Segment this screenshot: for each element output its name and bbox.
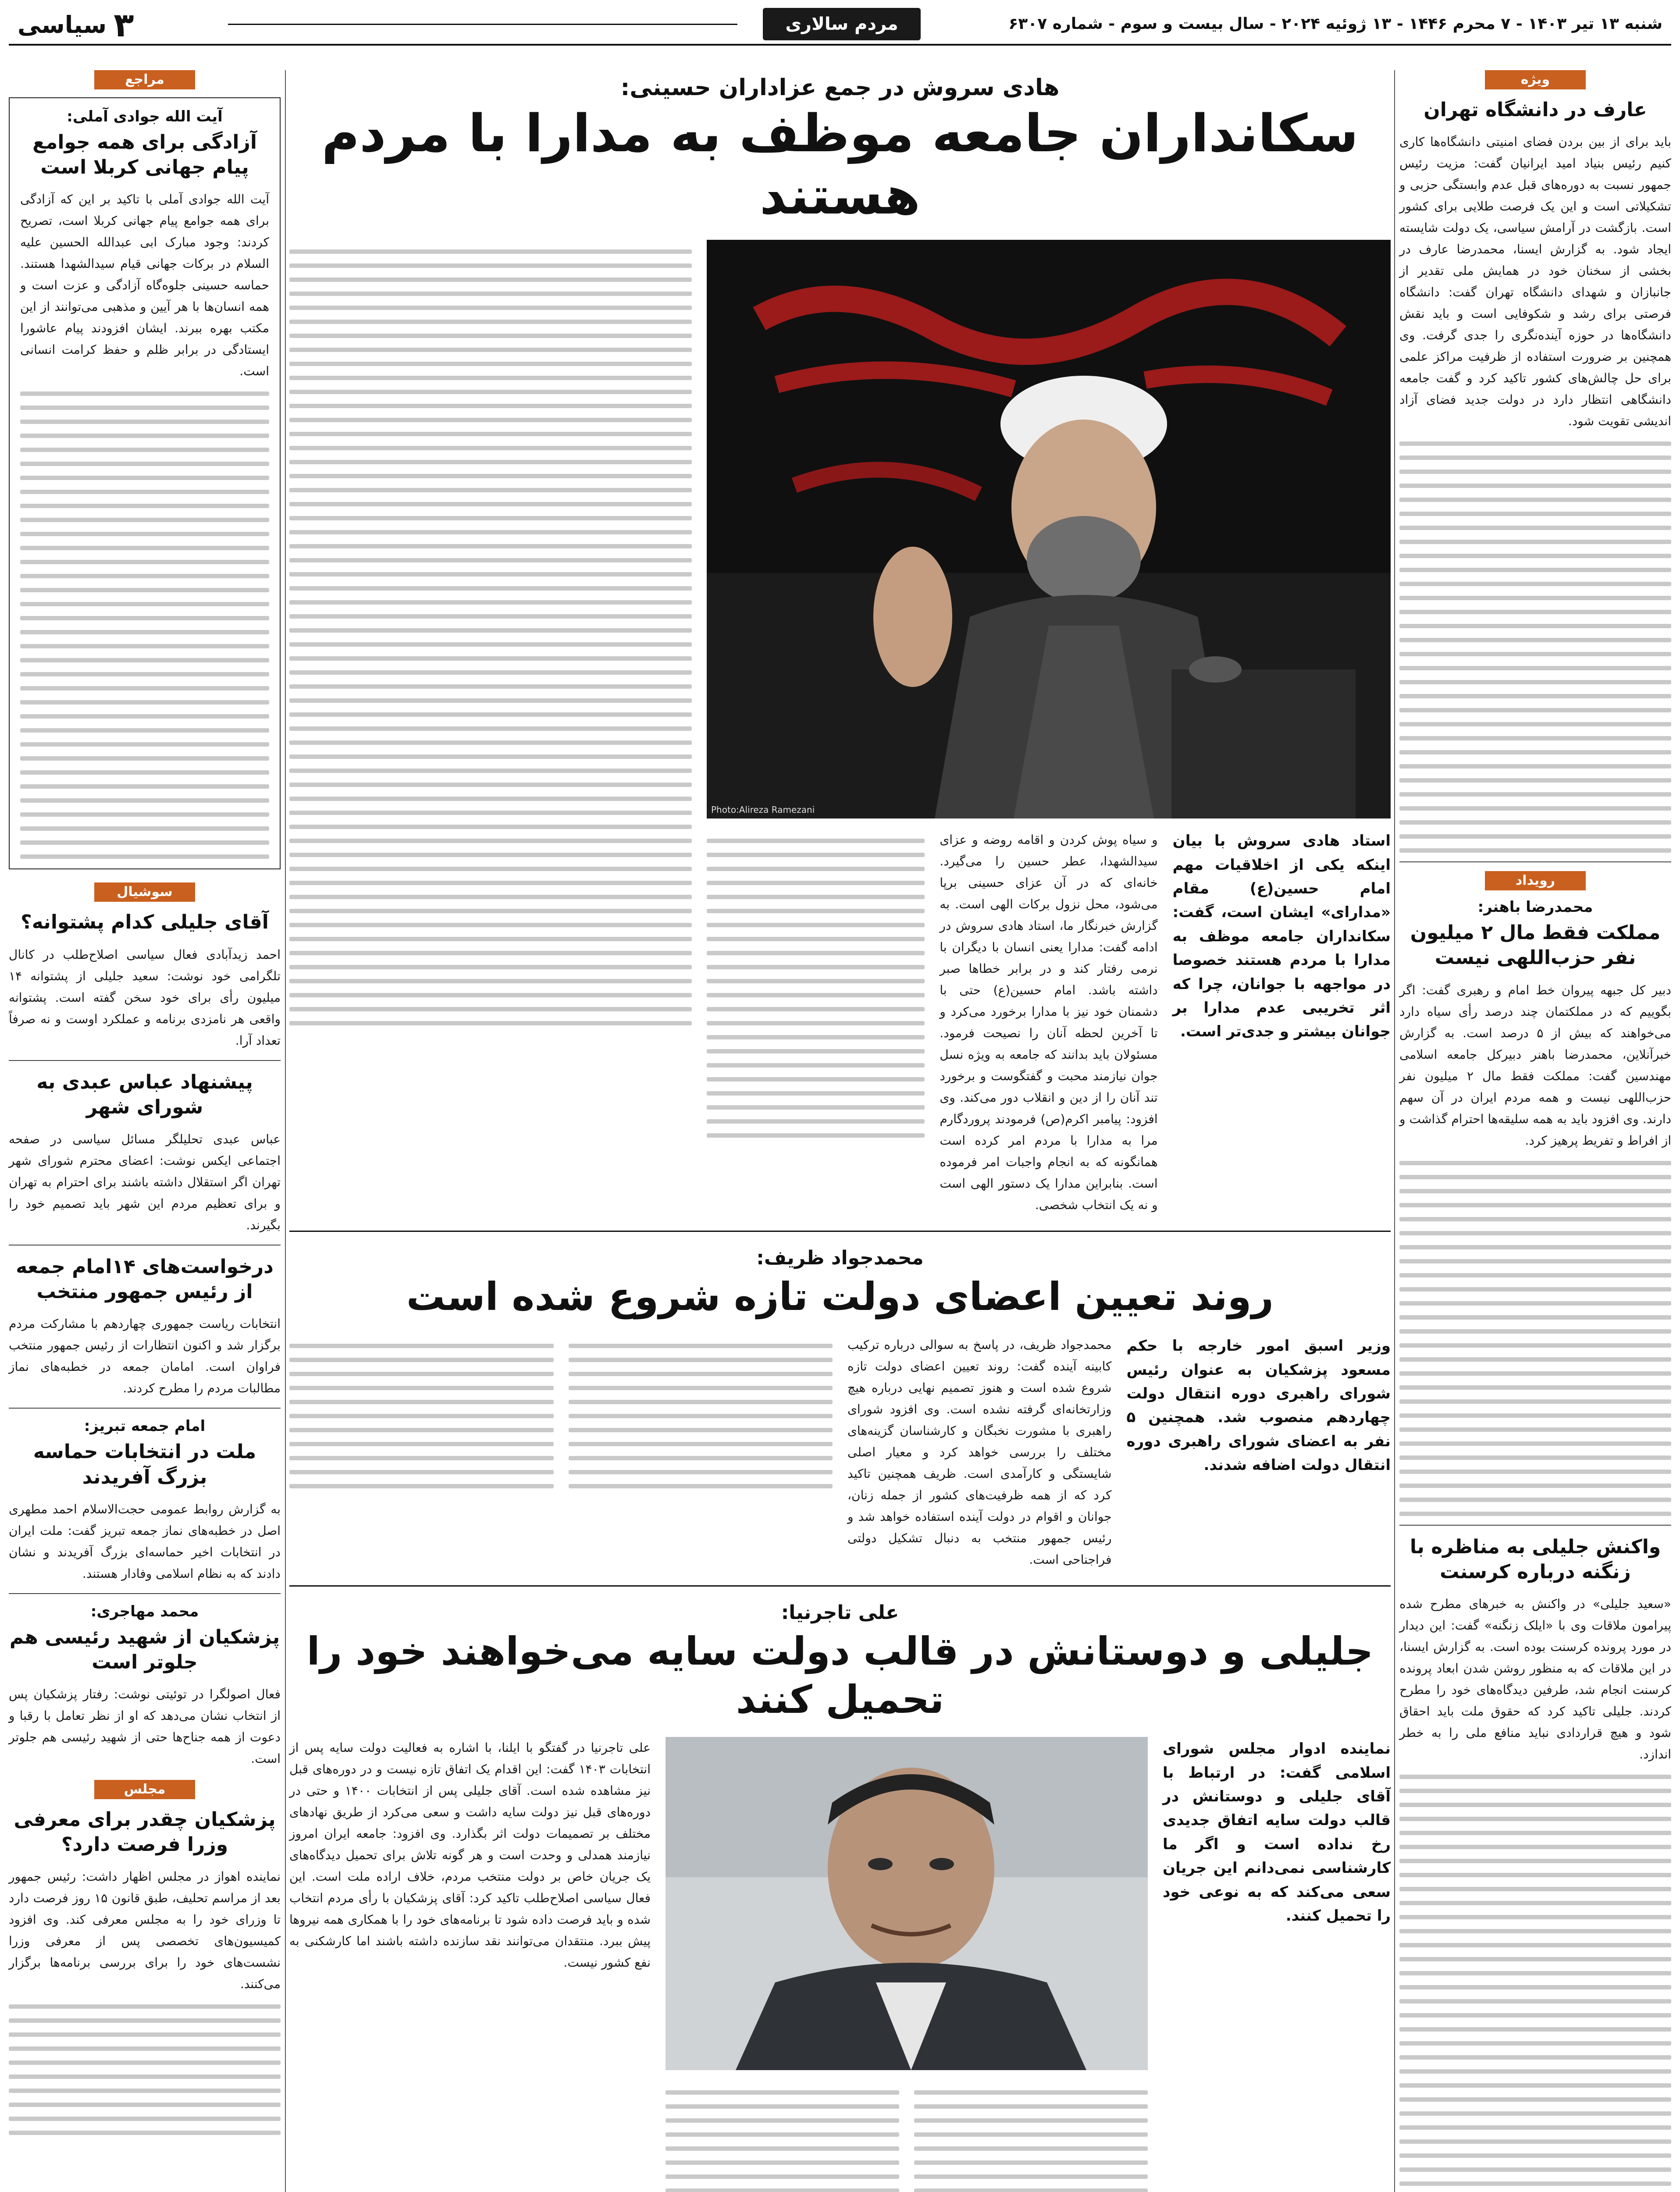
lead-photo-block [707, 240, 1391, 1216]
bottom-photo-block [666, 1737, 1148, 2192]
article-imams-demands [9, 1254, 281, 1399]
text-continuation [20, 391, 269, 859]
masthead-rule [228, 24, 737, 25]
photo-credit: Photo:Alireza Ramezani [711, 804, 815, 815]
article-abdi [9, 1070, 281, 1236]
lead-text-under-photo [707, 829, 1391, 1216]
article-body: آیت الله جوادی آملی با تاکید بر این که آزادگی برای همه جوامع پیام جهانی کربلا است، تصریح کردند: وجود مبارک ابی عبدالله الحسین علیه السلام در برکات جهانی قیام سیدالشهدا هستند. حماسه حسینی جلوه‌گاه آزادگی و عزت است و همه انسان‌ها با هر آیین و مذهبی می‌توانند از این مکتب بهره ببرند. ایشان افزودند پیام عاشورا ایستادگی در برابر ظلم و حفظ کرامت انسانی است. [20, 192, 269, 379]
article-bahonar [1399, 898, 1671, 1516]
article-body: احمد زیدآبادی فعال سیاسی اصلاح‌طلب در کانال تلگرامی خود نوشت: سعید جلیلی از پشتوانه ۱۴ میلیون رأی برای خود سخن گفته است. پشتوانه واقعی هر نامزدی برنامه و عملکرد اوست و نه صرفاً تعداد آرا. [9, 947, 281, 1048]
mid-continuation [289, 1334, 554, 1570]
article-tabriz-imam [9, 1417, 281, 1584]
lead-kicker: هادی سروش در جمع عزاداران حسینی: [620, 75, 1060, 101]
masthead [9, 4, 1671, 46]
left-column [9, 70, 281, 2135]
article-kicker: محمدرضا باهنر: [1477, 898, 1593, 916]
article-title: واکنش جلیلی به مناظره با زنگنه درباره کرسنت [1409, 1535, 1661, 1583]
article-body: «سعید جلیلی» در واکنش به خبرهای مطرح شده پیرامون ملاقات وی با «ایلک زنگنه» گفت: این دیدار در مورد پرونده کرسنت بوده است. به گزارش ایسنا، در این ملاقات که به منظور روشن شدن ابعاد پرونده کرسنت انجام شد، طرفین دیدگاه‌های خود را مطرح کردند. جلیلی تاکید کرد که حقوق ملت باید احقاق شود و هیچ قراردادی نباید منافع ملی را به خطر اندازد. [1399, 1596, 1671, 1761]
tag-social: سوشیال [94, 882, 195, 902]
article-title: آقای جلیلی کدام پشتوانه؟ [21, 911, 269, 934]
article-title: درخواست‌های ۱۴امام جمعه از رئیس جمهور منتخب [16, 1255, 274, 1303]
separator [9, 1408, 281, 1409]
article-ministers-deadline [9, 1807, 281, 2135]
article-title: پیشنهاد عباس عبدی به شورای شهر [36, 1071, 253, 1118]
lead-photo [707, 240, 1391, 818]
text-continuation [9, 2004, 281, 2135]
article-aref [1399, 97, 1671, 853]
article-body: انتخابات ریاست جمهوری چهاردهم با مشارکت مردم برگزار شد و اکنون انتظارات از رئیس جمهور منتخب فراوان است. امامان جمعه در خطبه‌های نماز مطالبات مردم را مطرح کردند. [9, 1317, 281, 1396]
text-continuation [289, 249, 692, 1025]
lead-article [289, 75, 1391, 1216]
column-divider [1394, 70, 1395, 2192]
lead-title: سکانداران جامعه موظف به مدارا با مردم هستند [321, 103, 1359, 226]
article-body: دبیر کل جبهه پیروان خط امام و رهبری گفت: اگر بگوییم که در مملکتمان چند درصد رأی سیاه دارد می‌خواهند که بیش از ۵ درصد است. به گزارش خبرآنلاین، محمدرضا باهنر دبیرکل جامعه اسلامی مهندسین گفت: مملکت فقط مال ۲ میلیون نفر حزب‌اللهی نیست و همه مردم ایران در آن سهم دارند. وی افزود باید به همه سلیقه‌ها احترام گذاشت و از افراط و تفریط پرهیز کرد. [1399, 982, 1672, 1148]
mid-text [289, 1334, 1391, 1570]
article-title: مملکت فقط مال ۲ میلیون نفر حزب‌اللهی نیست [1410, 922, 1661, 969]
article-body: باید برای از بین بردن فضای امنیتی دانشگاه‌ها کاری کنیم رئیس بنیاد امید ایرانیان گفت: مزیت رئیس جمهور نسبت به دوره‌های قبل عدم وابستگی حزبی و تشکیلاتی است و این یک فرصت طلایی برای کشور است. بازگشت در آرامش سیاسی، یک دولت شایسته ایجاد شود. به گزارش ایسنا، محمدرضا عارف در بخشی از سخنان خود در همایش ملی تقدیر از جانبازان و شهدای دانشگاه تهران گفت: دانشگاه فرصتی برای رشد و شکوفایی است و باید نقش دانشگاه‌ها در حوزه آینده‌نگری را جدی گرفت. وی همچنین بر ضرورت استفاده از ظرفیت مراکز علمی برای حل چالش‌های کشور تاکید کرد و گفت جامعه دانشگاهی انتظار دارد در دولت جدید فضای آزاد اندیشی تقویت شود. [1399, 135, 1671, 429]
text-continuation [1399, 1775, 1671, 2192]
portrait-photo [666, 1737, 1148, 2070]
article-title: پزشکیان چقدر برای معرفی وزرا فرصت دارد؟ [14, 1808, 276, 1856]
section-rule [289, 1585, 1391, 1587]
mid-kicker: محمدجواد ظریف: [756, 1247, 924, 1270]
section-name: سیاسی [18, 11, 107, 39]
article-title: ملت در انتخابات حماسه بزرگ آفریدند [33, 1441, 256, 1488]
tag-rooydad: رویداد [1485, 871, 1586, 890]
tag-maraje: مراجع [94, 70, 195, 89]
article-kicker: محمد مهاجری: [90, 1602, 199, 1620]
separator [9, 1593, 281, 1594]
mid-title: روند تعیین اعضای دولت تازه شروع شده است [406, 1274, 1274, 1320]
mid-continuation [569, 1334, 833, 1570]
article-body: نماینده اهواز در مجلس اظهار داشت: رئیس جمهور بعد از مراسم تحلیف، طبق قانون ۱۵ روز فرصت دارد تا وزرای خود را به مجلس معرفی کند. وی افزود کمیسیون‌های تخصصی پس از معرفی وزرا نشست‌های خود را برای بررسی برنامه‌ها برگزار می‌کنند. [9, 1869, 281, 1992]
cleric-photo [707, 240, 1391, 818]
tajernia-article [289, 1601, 1391, 2192]
column-divider [285, 70, 286, 2192]
right-column [1399, 70, 1671, 2192]
article-kicker: آیت الله جوادی آملی: [67, 108, 223, 125]
lead-body-continuation [707, 829, 925, 1216]
article-mohajeri [9, 1603, 281, 1769]
newspaper-logo: مردم سالاری [763, 8, 921, 40]
mid-body: محمدجواد ظریف، در پاسخ به سوالی درباره ترکیب کابینه آینده گفت: روند تعیین اعضای دولت تازه شروع شده است و هنوز تصمیم نهایی درباره هیچ وزارتخانه‌ای گرفته نشده است. وی افزود شورای راهبری با مشورت نخبگان و کارشناسان گزینه‌های مختلف را بررسی خواهد کرد و معیار اصلی شایستگی و کارآمدی است. ظریف همچنین تاکید کرد که از همه ظرفیت‌های کشور از جمله زنان، جوانان و اقوام در دولت آینده استفاده خواهد شد و رئیس جمهور منتخب به دنبال تشکیل دولتی فراجناحی است. [847, 1338, 1112, 1567]
article-body: عباس عبدی تحلیلگر مسائل سیاسی در صفحه اجتماعی ایکس نوشت: اعضای محترم شورای شهر تهران اگر استقلال داشته باشند برای احترام به تهران و برای تعظیم مردم این شهر باید تصمیم خود را بگیرند. [9, 1132, 281, 1232]
bottom-kicker: علی تاجرنیا: [781, 1601, 899, 1624]
date-line: شنبه ۱۳ تیر ۱۴۰۳ - ۷ محرم ۱۴۴۶ - ۱۳ ژوئیه ۲۰۲۴ - سال بیست و سوم - شماره ۶۳۰۷ [1008, 15, 1662, 33]
separator [1399, 861, 1671, 862]
bottom-text-under-photo [666, 2081, 1148, 2192]
lead-deck: استاد هادی سروش با بیان اینکه یکی از اخلاقیات مهم امام حسین(ع) مقام «مدارای» ایشان است، گفت: سکانداران جامعه موظف به مدارا با مردم هستند خصوصا در مواجهه با جوانان، چرا که اثر تخریبی عدم مدارا بر جوانان بیشتر و جدی‌تر است. [1172, 832, 1391, 1041]
article-body: به گزارش روابط عمومی حجت‌الاسلام احمد مطهری اصل در خطبه‌های نماز جمعه تبریز گفت: ملت ایران در انتخابات اخیر حماسه‌ای بزرگ آفریدند و نشان دادند که به نظام اسلامی وفادار هستند. [9, 1502, 281, 1581]
article-zeidabadi [9, 910, 281, 1051]
bottom-deck: نماینده ادوار مجلس شورای اسلامی گفت: در ارتباط با آقای جلیلی و دوستانش در قالب دولت سایه اتفاق جدیدی رخ نداده است و اگر ما کارشناسی نمی‌دانم این جریان سعی می‌کند که به نوعی خود را تحمیل کنند. [1163, 1740, 1391, 1925]
center-area [289, 70, 1391, 2192]
text-continuation [1399, 441, 1671, 853]
zarif-article [289, 1247, 1391, 1570]
lead-content [289, 240, 1391, 1216]
article-kicker: امام جمعه تبریز: [84, 1417, 206, 1435]
separator [1399, 1525, 1671, 1526]
bottom-photo [666, 1737, 1148, 2070]
lead-side-text [289, 240, 692, 1216]
article-title: پزشکیان از شهید رئیسی هم جلوتر است [9, 1626, 280, 1673]
text-continuation [1399, 1161, 1671, 1516]
page-number: ۳ [114, 5, 134, 44]
bottom-body: علی تاجرنیا در گفتگو با ایلنا، با اشاره به فعالیت دولت سایه پس از انتخابات ۱۴۰۳ گفت: این اقدام یک اتفاق تازه نیست و در دوره‌های قبل نیز مشاهده شده است. آقای جلیلی پس از انتخابات ۱۴۰۰ و حتی در دوره‌های قبل نیز دولت سایه داشت و سعی می‌کرد از طریق نهادهای مختلف بر تصمیمات دولت اثر بگذارد. وی افزود: جامعه ایران امروز نیازمند همدلی و وحدت است و هر گونه تلاش برای تحمیل دیدگاه‌های یک جریان خاص بر دولت منتخب مردم، خلاف اراده ملت است. این فعال سیاسی اصلاح‌طلب تاکید کرد: آقای پزشکیان با رأی مردم انتخاب شده و باید فرصت داده شود تا برنامه‌های خود را با همکاری همه نیروها پیش ببرد. منتقدان می‌توانند نقد سازنده داشته باشند اما کارشکنی به نفع کشور نیست. [289, 1740, 651, 1970]
tag-majles: مجلس [94, 1780, 195, 1799]
lead-body: و سیاه پوش کردن و اقامه روضه و عزای سیدالشهدا، عطر حسین را می‌گیرد. خانه‌ای که در آن عزای حسینی برپا می‌شود، محل نزول برکات الهی است. به گزارش خبرنگار ما، استاد هادی سروش در ادامه گفت: مدارا یعنی انسان با دیگران با نرمی رفتار کند و در برابر خطاها صبر داشته باشد. امام حسین(ع) حتی با دشمنان خود نیز با مدارا برخورد می‌کرد و تا آخرین لحظه آنان را نصیحت فرمود. مسئولان باید بدانند که جامعه به ویژه نسل جوان نیازمند محبت و گفتگوست و برخورد تند آنان را از دین و انقلاب دور می‌کند. وی افزود: پیامبر اکرم(ص) فرمودند پروردگارم مرا به مدارا با مردم امر کرده است همانگونه که به انجام واجبات امر فرموده است. بنابراین مدارا یک دستور الهی است و نه یک انتخاب شخصی. [940, 833, 1158, 1213]
article-jalili-zanganeh [1399, 1534, 1671, 2192]
article-body: فعال اصولگرا در توئیتی نوشت: رفتار پزشکیان پس از انتخاب نشان می‌دهد که او از نظر تعامل با رقبا و دعوت از همه جناح‌ها حتی از شهید رئیسی هم جلوتر است. [9, 1687, 281, 1766]
section-rule [289, 1231, 1391, 1232]
mid-deck: وزیر اسبق امور خارجه با حکم مسعود پزشکیان به عنوان رئیس شورای راهبری دوره انتقال دولت چهاردهم منصوب شد. همچنین ۵ نفر به اعضای شورای راهبری دوره انتقال دولت اضافه شدند. [1126, 1337, 1391, 1474]
article-title: آزادگی برای همه جوامع پیام جهانی کربلا است [32, 131, 257, 179]
article-title: عارف در دانشگاه تهران [1424, 99, 1647, 121]
section-label [18, 7, 134, 42]
separator [9, 1060, 281, 1061]
bottom-content [289, 1737, 1391, 2192]
tag-vizheh: ویژه [1485, 70, 1586, 89]
bottom-title: جلیلی و دوستانش در قالب دولت سایه می‌خواهند خود را تحمیل کنند [306, 1629, 1374, 1722]
article-javadi-amoli [9, 97, 281, 869]
